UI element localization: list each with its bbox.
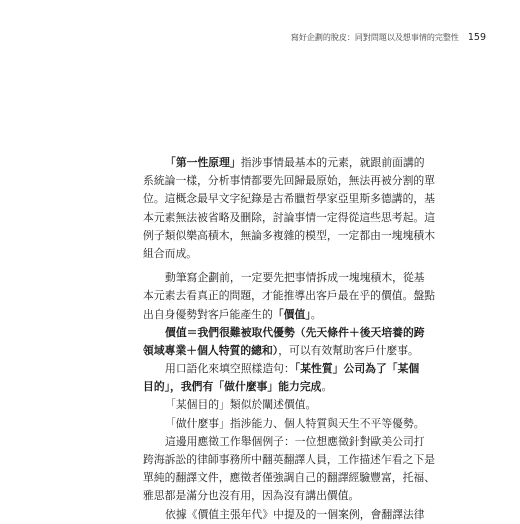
paragraph-1-line-1-text: 指涉事情最基本的元素，就跟前面講的 [240,156,425,169]
value-definition-line-2 [143,342,419,360]
value-term: 「價值」 [272,307,311,321]
running-title: 寫好企劃的脫皮：同對問題以及想事情的完整性 [290,32,459,42]
paragraph-1-line-2: 系統論一樣，分析事情都要先回歸最原始，無法再被分割的單 [143,174,436,188]
page-body [143,154,436,524]
paragraph-2-line-3-text: 出自身優勢對客戶能產生的 [143,307,273,321]
case-line-1: 依據《價值主張年代》中提及的一個案例，會翻譯法律 [165,507,425,521]
sentence-template-line-1 [143,360,420,378]
paragraph-1-line-1 [143,154,425,172]
paragraph-1-line-5: 例子類似樂高積木，無論多複雜的模型，一定都由一塊塊積木 [143,228,436,242]
paragraph-1-line-6: 組合而成。 [143,246,198,260]
purpose-note: 「某個目的」類似於闡述價值。 [165,398,317,412]
paragraph-2-line-3 [143,306,397,324]
action-note: 「做什麼事」指涉能力、個人特質與天生不平等優勢。 [165,416,425,430]
paragraph-1-line-3: 位。這概念最早文字紀錄是古希臘哲學家亞里斯多德講的，基 [143,192,436,206]
paragraph-1-line-4: 本元素無法被省略及刪除，討論事情一定得從這些思考起。這 [143,210,436,224]
sentence-template-bold-2: 目的」，我們有「做什麼事」能力完成 [143,380,322,394]
example-line-2: 跨海訴訟的律師事務所中翻英翻譯人員，工作描述乍看之下是 [143,453,436,466]
value-definition-rest: ，可以有效幫助客戶什麼事。 [278,343,419,357]
sentence-template-intro: 用口語化來填空照樣造句： [165,362,295,376]
running-header [250,30,486,44]
page-number: 159 [467,31,486,43]
paragraph-2-line-3-end: 。 [310,307,322,321]
example-line-1: 這邊用應徵工作舉個例子：一位想應徵針對歐美公司打 [165,434,425,448]
example-line-4: 雅思都是滿分也沒有用，因為沒有講出價值。 [143,489,360,503]
value-definition-line-1: 價值＝我們很難被取代優勢（先天條件＋後天培養的跨 [165,325,425,339]
example-line-3: 單純的翻譯文件，應徵者僅強調自己的翻譯經驗豐富，托福、 [143,471,436,485]
sentence-template-end: 。 [321,380,333,394]
first-principle-term: 「第一性原理」 [165,156,241,169]
sentence-template-line-2 [143,378,397,396]
paragraph-2-line-1: 動筆寫企劃前，一定要先把事情拆成一塊塊積木，從基 [165,271,425,285]
paragraph-2-line-2: 本元素去看真正的問題，才能推導出客戶最在乎的價值。盤點 [143,289,436,303]
sentence-template-bold-1: 「某性質」公司為了「某個 [294,362,420,376]
value-definition-bold: 領域專業＋個人特質的總和） [143,343,279,357]
